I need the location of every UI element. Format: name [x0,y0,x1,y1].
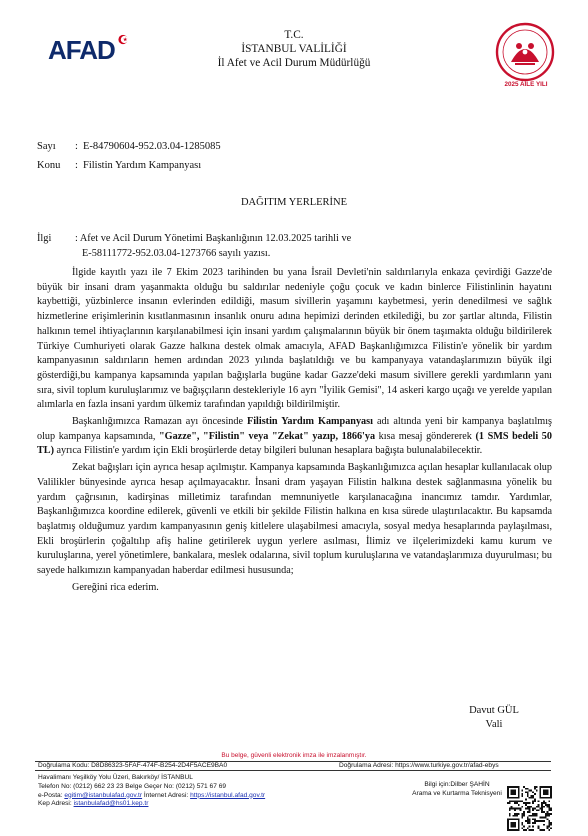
p2-text-c: adı altında yeni bir kampanya başlatılmış olup kampanya kapsamında, [37,416,552,442]
konu-line [37,159,201,172]
kep-link[interactable]: istanbulafad@hs01.kep.tr [73,800,149,808]
paragraph-3: Zekat bağışları için ayrıca hesap açılmıştır. Kampanya kapsamında Başkanlığımızca açılan hesaplar kullanılacak olup Valilikler bünyesinde ayrıca hesap açılmayacaktır. İnsani dram yaşayan Filistin halkına destek sağlanmasına yönelik bu yardım çağrısının, kadirşinas milletimiz tarafından memnuniyetle karşılanacağına inancımız tamdır. Yardımlar, Başkanlığımızca koordine edilerek, güvenli ve etkili bir şekilde Filistin halkına en kısa sürede ulaştırılacaktır. Bu kapsamda başlatmış olduğumuz yardım kampanyasının geniş kitlelere ulaşabilmesi amacıyla, sosyal medya hesaplarında paylaşılması, Ekli broşürlerin çoğaltılıp afiş haline getirilerek uygun yerlere asılması, İlimiz ve ilçelerimizdeki kamu kurum ve kuruluşlarına, yerel yönetimlere, bankalara, meslek odalarına, sivil toplum kuruluşlarına ve vatandaşlarımıza duyurulması; bu sayede halkımızın kampanyadan haberdar edilmesi hususunda; [37,462,552,577]
contact-email-web [38,792,338,801]
footer-divider-bottom [35,770,551,771]
kep-label: Kep Adresi: [38,800,74,808]
distribution-title: DAĞITIM YERLERİNE [240,197,348,208]
header-titles [150,28,438,70]
sayi-line [37,140,221,153]
ilgi-line-2: E-58111772-952.03.04-1273766 sayılı yazısı. [82,248,271,259]
paragraph-2 [37,415,552,459]
family-year-seal [489,22,561,82]
ilgi-label: İlgi [37,233,52,244]
contact-person-name: Bilgi için:Dilber ŞAHİN [424,781,490,788]
contact-info [38,774,338,809]
header-tc: T.C. [284,29,304,41]
verification-code: Doğrulama Kodu: D8D86323-5FAF-474F-B254-2D4F5ACE9BA0 [38,762,228,769]
header-valilik: İSTANBUL VALİLİĞİ [241,43,347,55]
signer-name: Davut GÜL [469,705,519,716]
contact-person-title: Arama ve Kurtarma Teknisyeni [412,789,502,797]
qr-code-icon [507,786,552,831]
contact-person [407,781,507,799]
p2-campaign-name: Filistin Yardım Kampanyası [247,416,373,428]
p2-text-a: Başkanlığımızca Ramazan ayı öncesinde [72,416,247,428]
sayi-label: Sayı [37,141,56,152]
signer-title: Vali [485,719,503,730]
e-signature-note: Bu belge, güvenli elektronik imza ile imzalanmıştır. [221,752,367,759]
header-mudurluk: İl Afet ve Acil Durum Müdürlüğü [217,57,371,69]
sayi-value: E-84790604-952.03.04-1285085 [83,141,221,152]
sayi-colon: : [75,141,78,152]
email-label: e-Posta: [38,791,65,799]
family-year-caption: 2025 AİLE YILI [504,81,548,88]
konu-label: Konu [37,160,61,171]
paragraph-1: İlgide kayıtlı yazı ile 7 Ekim 2023 tarihinden bu yana İsrail Devleti'nin saldırılarıyla enkaza çevirdiği Gazze'de büyük bir insani dram yaşanmakta olduğu bu saldırılar nedeniyle çoğu çocuk ve kadın binlerce Filistinlinin hayatını kaybettiği, yüzbinlerce insanın evlerinden edildiği, masum sivillerin yaşamını kaybetmesi, yerin denedilmesi ve sağlık hizmetlerine erişimlerinin kısıtlanmasının insanlık onuru adına hepimizi derinden etkilediği, bu zor şartlar altında, Filistin halkının temel ihtiyaçlarının karşılanabilmesi için insani yardım çalışmalarının büyük bir önem taşımakta olduğu bildirilerek Türkiye Cumhuriyeti olarak Gazze halkına destek olmak amacıyla, AFAD Başkanlığımızca Filistin'e yönelik bir yardım kampanyasının saldırıların hemen ardından 2023 yılında başlatıldığı ve bu kampanyaya vatandaşlarımızın büyük ilgi gösterdiği,bu kampanya kapsamında yapılan bağışlarla bugüne kadar Gazze'deki masum sivillere gerekli yardımların yanı sıra, sivil toplum kuruluşlarımız ve bağışçıların destekleriyle 16 ayrı "İyilik Gemisi", 14 askeri kargo uçağı ve yerelde yapılan alımlarla en fazla insani yardım ülkemiz tarafından yapıldığı bildirilmiştir. [37,267,552,411]
web-label: İnternet Adresi: [142,791,191,799]
verification-address: Doğrulama Adresi: https://www.turkiye.gov.tr/afad-ebys [339,762,499,769]
website-link[interactable]: https://istanbul.afad.gov.tr [190,791,266,799]
afad-logo [48,34,130,64]
contact-phone: Telefon No: (0212) 662 23 23 Belge Geçer No: (0212) 571 67 69 [38,782,227,790]
ilgi-line-1: : Afet ve Acil Durum Yönetimi Başkanlığının 12.03.2025 tarihli ve [75,233,352,244]
p2-sms-keywords: "Gazze", "Filistin" veya "Zekat" yazıp, 1866'ya [159,430,376,442]
signature-block [439,704,549,732]
konu-value: Filistin Yardım Kampanyası [83,160,202,171]
contact-kep [38,800,338,809]
contact-address: Havalimanı Yeşilköy Yolu Üzeri, Bakırköy/ İSTANBUL [38,774,193,781]
letter-body [37,266,552,595]
paragraph-4: Gereğini rica ederim. [72,581,159,593]
p2-text-g: ayrıca Filistin'e yardım için Ekli broşürlerde detay bilgileri bulunan hesaplara bağışta bulunalabilecektir. [53,445,483,457]
p2-text-e: kısa mesaj göndererek [375,430,476,442]
p2-sms-price: (1 SMS bedeli 50 TL) [37,430,552,457]
svg-text:AFAD: AFAD [48,35,115,64]
email-link[interactable]: egitim@istanbulafad.gov.tr [64,791,143,799]
konu-colon: : [75,160,78,171]
